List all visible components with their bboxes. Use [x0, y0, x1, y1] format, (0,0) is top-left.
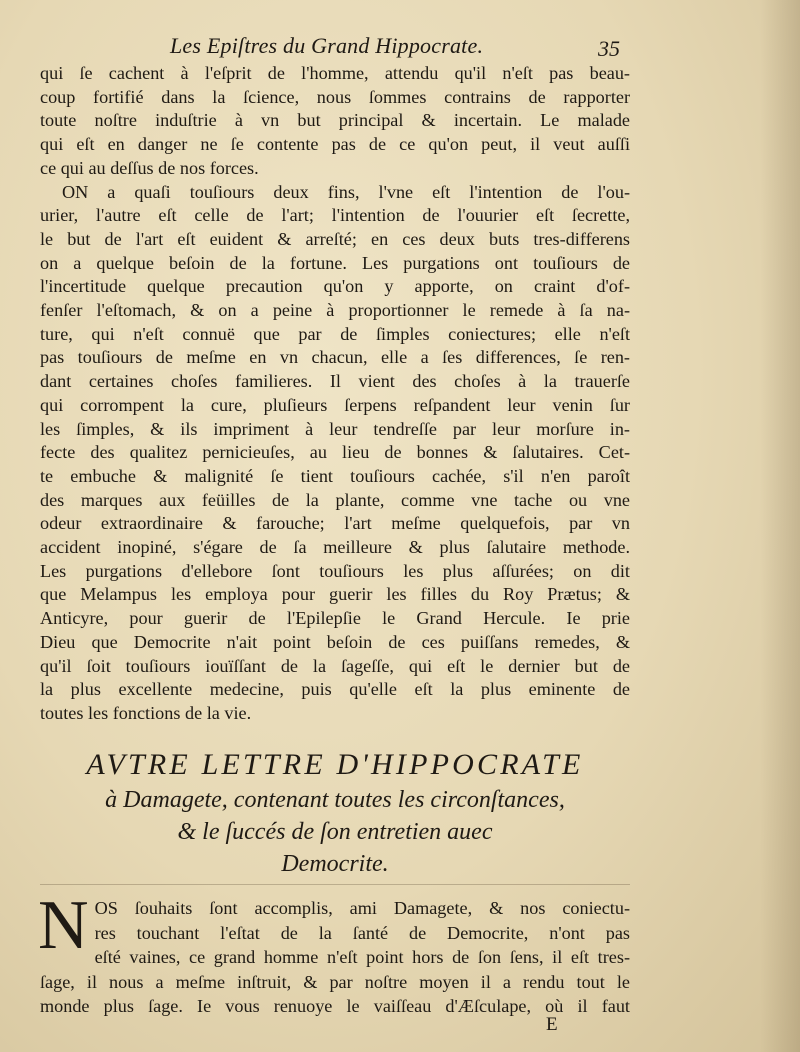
text-line: la plus excellente medecine, puis qu'elle eſt la plus eminente de	[40, 679, 630, 700]
letter-body	[38, 887, 630, 1019]
text-line: le but de l'art eſt euident & arreſté; en ces deux buts tres-differens	[40, 228, 630, 249]
text-line: Anticyre, pour guerir de l'Epilepſie le Grand Hercule. Ie prie	[40, 608, 630, 629]
text-line: res touchant l'eſtat de la ſanté de Democrite, n'ont pas	[94, 922, 630, 943]
section-divider	[40, 884, 630, 885]
text-line: qu'il ſoit touſiours iouïſſant de la ſageſſe, qui eſt le dernier but de	[40, 655, 630, 676]
text-line: Les purgations d'ellebore ſont touſiours les plus aſſurées; on dit	[40, 560, 630, 581]
heading-subtitle: à Damagete, contenant toutes les circonſtances,	[105, 787, 565, 813]
text-line: Dieu que Democrite n'ait point beſoin de ces puiſſans remedes, &	[40, 631, 630, 652]
catchword: E	[546, 1014, 558, 1035]
page-number: 35	[598, 36, 620, 61]
text-line: on a quelque beſoin de la fortune. Les purgations ont touſiours de	[40, 252, 630, 273]
text-line: toutes les fonctions de la vie.	[40, 702, 252, 723]
text-line: ture, qui n'eſt connuë que par de ſimples coniectures; elle n'eſt	[40, 323, 630, 344]
body-text	[40, 62, 630, 726]
text-line: fenſer l'eſtomach, & on a peine à proportionner le remede à ſa na-	[40, 300, 630, 321]
text-line: pas touſiours de meſme en vn chacun, elle a ſes differences, ſe ren-	[40, 347, 630, 368]
text-line: ON a quaſi touſiours deux fins, l'vne eſt l'intention de l'ou-	[62, 181, 630, 202]
text-line: dant certaines choſes familieres. Il vient des choſes à la trauerſe	[40, 371, 630, 392]
drop-cap: N	[38, 887, 89, 964]
text-line: accident inopiné, s'égare de ſa meilleure & plus ſalutaire methode.	[40, 537, 630, 558]
text-line: ſage, il nous a meſme inſtruit, & par noſtre moyen il a rendu tout le	[40, 971, 630, 992]
text-line: eſté vaines, ce grand homme n'eſt point hors de ſon ſens, il eſt tres-	[94, 947, 630, 967]
text-line: les ſimples, & ils impriment à leur tendreſſe par leur morſure in-	[40, 418, 630, 439]
text-line: te embuche & malignité ſe tient touſiours cachée, s'il n'en paroît	[40, 465, 630, 486]
text-line: ce qui au deſſus de nos forces.	[40, 157, 259, 178]
text-line: fecte des qualitez pernicieuſes, au lieu de bonnes & ſalutaires. Cet-	[40, 442, 630, 463]
text-line: monde plus ſage. Ie vous renuoye le vaiſſeau d'Æſculape, où il faut	[40, 996, 630, 1016]
text-line: qui ſe cachent à l'eſprit de l'homme, attendu qu'il n'eſt pas beau-	[40, 63, 630, 83]
page-edge-shadow	[760, 0, 800, 1052]
running-title: Les Epiſtres du Grand Hippocrate.	[170, 33, 484, 58]
letter-heading	[40, 746, 630, 880]
heading-subtitle: Democrite.	[281, 851, 389, 877]
text-line: qui corrompent la cure, pluſieurs ſerpens reſpandent leur venin ſur	[40, 394, 630, 415]
heading-subtitle: & le ſuccés de ſon entretien auec	[177, 819, 493, 845]
text-line: que Melampus les employa pour guerir les filles du Roy Prætus; &	[40, 584, 630, 605]
text-line: qui eſt en danger ne ſe contente pas de ce qu'on peut, il veut auſſi	[40, 134, 630, 155]
text-line: urier, l'autre eſt celle de l'art; l'intention de l'ouurier eſt ſecrette,	[40, 205, 630, 226]
heading-title: AVTRE LETTRE D'HIPPOCRATE	[86, 748, 584, 781]
text-line: OS ſouhaits ſont accomplis, ami Damagete, & nos coniectu-	[94, 898, 630, 918]
text-line: odeur extraordinaire & farouche; l'art meſme quelquefois, par vn	[40, 513, 630, 534]
text-line: des marques aux feüilles de la plante, comme vne tache ou vne	[40, 489, 630, 510]
text-line: coup fortifié dans la ſcience, nous ſommes contrains de rapporter	[40, 86, 630, 107]
text-line: toute noſtre induſtrie à vn but principal & incertain. Le malade	[40, 110, 630, 131]
text-line: l'incertitude quelque precaution qu'on y apporte, on craint d'of-	[40, 276, 630, 297]
